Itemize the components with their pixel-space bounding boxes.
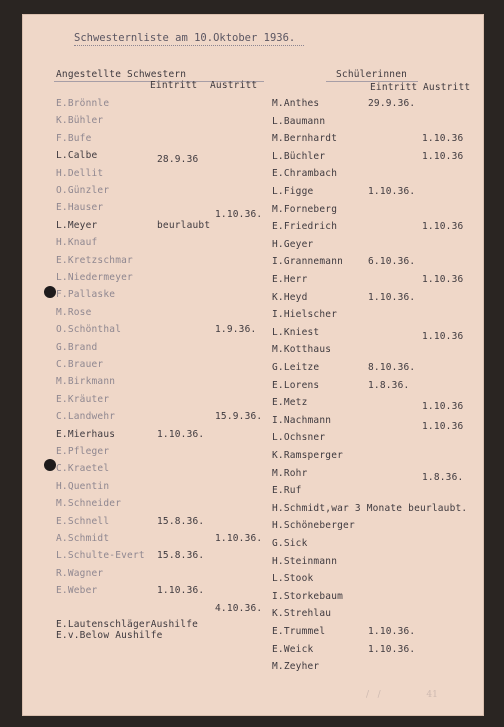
- entry-name: M.Bernhardt: [272, 133, 338, 145]
- entry-name: L.Kniest: [272, 326, 320, 338]
- entry-eintritt: 15.8.36.: [157, 550, 205, 562]
- entry-name: L.Niedermeyer: [56, 272, 133, 283]
- entry-name: M.Kotthaus: [272, 344, 332, 356]
- entry-austritt: 1.10.36.: [215, 209, 263, 221]
- entry-eintritt: 1.10.36.: [368, 626, 416, 637]
- entry-austritt: 1.10.36: [422, 330, 464, 342]
- entry-austritt: 1.9.36.: [215, 324, 257, 336]
- entry-name: L.Stook: [272, 573, 314, 585]
- entry-name: G.Sick: [272, 538, 308, 549]
- entry-name: L.Büchler: [272, 150, 326, 162]
- entry-name: E.Trummel: [272, 626, 326, 637]
- entry-name: H.Quentin: [56, 480, 110, 492]
- entry-name: E.Mierhaus: [56, 428, 116, 440]
- title-underline: [74, 45, 304, 46]
- entry-name: L.Schulte-Evert: [56, 550, 145, 562]
- left-col-austritt: Austritt: [210, 80, 258, 91]
- entry-name: E.Pfleger: [56, 446, 110, 457]
- entry-name: F.Pallaske: [56, 289, 116, 301]
- right-col-austritt: Austritt: [423, 82, 471, 93]
- entry-austritt: 1.10.36: [422, 221, 464, 233]
- entry-eintritt: 1.8.36.: [368, 379, 410, 391]
- entry-name: M.Birkmann: [56, 376, 116, 388]
- entry-name: H.Schmidt,war 3 Monate beurlaubt.: [272, 502, 468, 514]
- entry-name: H.Steinmann: [272, 555, 338, 567]
- entry-name: L.Ochsner: [272, 432, 326, 444]
- entry-name: E.Weber: [56, 585, 98, 597]
- entry-name: E.Friedrich: [272, 221, 338, 233]
- entry-name: G.Leitze: [272, 362, 320, 373]
- entry-name: L.Meyer: [56, 219, 98, 231]
- entry-name: M.Forneberg: [272, 203, 338, 215]
- entry-name: I.Hielscher: [272, 309, 338, 321]
- entry-name: M.Schneider: [56, 498, 122, 510]
- entry-name: M.Zeyher: [272, 661, 320, 673]
- entry-name: E.Herr: [272, 274, 308, 285]
- entry-name: L.Calbe: [56, 150, 98, 162]
- entry-austritt: 1.10.36: [422, 133, 464, 145]
- entry-austritt: 15.9.36.: [215, 411, 263, 423]
- entry-name: A.Schmidt: [56, 533, 110, 544]
- entry-name: H.Geyer: [272, 238, 314, 250]
- entry-name: E.v.Below Aushilfe: [56, 630, 163, 641]
- entry-name: I.Grannemann: [272, 256, 344, 268]
- entry-name: I.Storkebaum: [272, 590, 344, 602]
- entry-name: K.Heyd: [272, 291, 308, 303]
- entry-austritt: 1.10.36: [422, 401, 464, 413]
- entry-name: E.Metz: [272, 397, 308, 409]
- left-col-eintritt: Eintritt: [150, 80, 198, 91]
- entry-name: K.Bühler: [56, 115, 104, 127]
- entry-name: E.Schnell: [56, 515, 110, 527]
- entry-name: C.Kraetel: [56, 463, 110, 475]
- entry-eintritt: 28.9.36: [157, 154, 199, 166]
- entry-name: G.Brand: [56, 341, 98, 353]
- punch-hole-top: [44, 286, 56, 298]
- entry-austritt: 4.10.36.: [215, 602, 263, 614]
- entry-name: M.Anthes: [272, 98, 320, 109]
- entry-name: L.Figge: [272, 186, 314, 197]
- entry-austritt: 1.10.36: [422, 150, 464, 162]
- entry-name: C.Landwehr: [56, 411, 116, 423]
- entry-eintritt: 1.10.36.: [368, 186, 416, 197]
- entry-name: K.Ramsperger: [272, 450, 344, 461]
- entry-austritt: 1.10.36: [422, 420, 464, 432]
- entry-name: E.Weick: [272, 643, 314, 655]
- entry-name: F.Bufe: [56, 132, 92, 144]
- entry-eintritt: 29.9.36.: [368, 98, 416, 109]
- document-title: Schwesternliste am 10.Oktober 1936.: [74, 32, 296, 44]
- entry-name: H.Dellit: [56, 167, 104, 179]
- entry-austritt: 1.8.36.: [422, 471, 464, 483]
- right-col-eintritt: Eintritt: [370, 82, 418, 93]
- entry-name: O.Schönthal: [56, 324, 122, 336]
- entry-name: E.Chrambach: [272, 168, 338, 180]
- entry-name: E.Hauser: [56, 202, 104, 214]
- entry-eintritt: 8.10.36.: [368, 362, 416, 373]
- entry-eintritt: 1.10.36.: [368, 291, 416, 303]
- entry-name: M.Rose: [56, 306, 92, 318]
- entry-name: O.Günzler: [56, 185, 110, 196]
- entry-name: E.Brönnle: [56, 98, 110, 109]
- entry-name: E.Ruf: [272, 485, 302, 497]
- right-heading: Schülerinnen: [336, 69, 408, 80]
- entry-name: E.LautenschlägerAushilfe: [56, 618, 199, 630]
- punch-hole-bottom: [44, 459, 56, 471]
- entry-name: R.Wagner: [56, 567, 104, 579]
- entry-name: E.Kretzschmar: [56, 254, 133, 266]
- entry-name: H.Schöneberger: [272, 520, 355, 532]
- entry-name: I.Nachmann: [272, 414, 332, 426]
- entry-name: H.Knauf: [56, 237, 98, 249]
- entry-name: M.Rohr: [272, 467, 308, 479]
- entry-eintritt: 1.10.36.: [368, 643, 416, 655]
- entry-name: E.Kräuter: [56, 393, 110, 405]
- entry-eintritt: 15.8.36.: [157, 515, 205, 527]
- entry-eintritt: 1.10.36.: [157, 585, 205, 597]
- entry-eintritt: 6.10.36.: [368, 256, 416, 268]
- entry-eintritt: 1.10.36.: [157, 428, 205, 440]
- entry-name: C.Brauer: [56, 359, 104, 370]
- entry-austritt: 1.10.36: [422, 274, 464, 285]
- pencil-marks: / / 41: [366, 690, 438, 700]
- entry-eintritt: beurlaubt: [157, 219, 211, 231]
- entry-name: E.Lorens: [272, 379, 320, 391]
- entry-name: L.Baumann: [272, 115, 326, 127]
- entry-austritt: 1.10.36.: [215, 533, 263, 544]
- left-heading: Angestellte Schwestern: [56, 69, 187, 80]
- entry-name: K.Strehlau: [272, 608, 332, 620]
